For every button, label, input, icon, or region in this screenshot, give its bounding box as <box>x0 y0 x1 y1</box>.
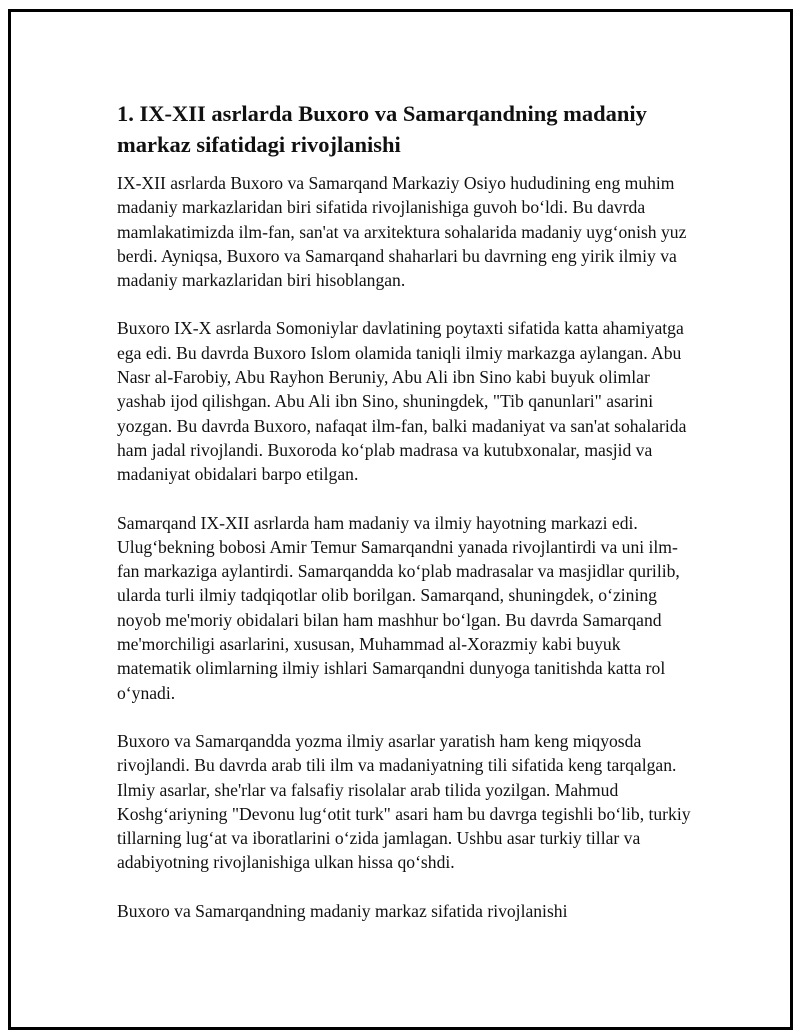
document-body <box>117 98 697 923</box>
paragraph-written-works: Buxoro va Samarqandda yozma ilmiy asarlar yaratish ham keng miqyosda rivojlandi. Bu davrda arab tili ilm va madaniyatning tili sifatida keng tarqalgan. Ilmiy asarlar, she'rlar va falsafiy risolalar arab tilida yozilgan. Mahmud Koshg‘ariyning "Devonu lug‘otit turk" asari ham bu davrga tegishli bo‘lib, turkiy tillarning lug‘at va iboratlarini o‘zida jamlagan. Ushbu asar turkiy tillar va adabiyotning rivojlanishiga ulkan hissa qo‘shdi. <box>117 730 691 873</box>
paragraph-intro: IX-XII asrlarda Buxoro va Samarqand Markaziy Osiyo hududining eng muhim madaniy markazlaridan biri sifatida rivojlanishiga guvoh bo‘ldi. Bu davrda mamlakatimizda ilm-fan, san'at va arxitektura sohalarida madaniy uyg‘onish yuz berdi. Ayniqsa, Buxoro va Samarqand shaharlari bu davrning eng yirik ilmiy va madaniy markazlaridan biri hisoblangan. <box>117 173 687 291</box>
paragraph-closing: Buxoro va Samarqandning madaniy markaz sifatida rivojlanishi <box>117 900 568 921</box>
paragraph-buxoro: Buxoro IX-X asrlarda Somoniylar davlatining poytaxti sifatida katta ahamiyatga ega edi. Bu davrda Buxoro Islom olamida taniqli ilmiy markazga aylangan. Abu Nasr al-Farobiy, Abu Rayhon Beruniy, Abu Ali ibn Sino kabi buyuk olimlar yashab ijod qilishgan. Abu Ali ibn Sino, shuningdek, "Tib qanunlari" asarini yozgan. Bu davrda Buxoro, nafaqat ilm-fan, balki madaniyat va san'at sohalarida ham jadal rivojlandi. Buxoroda ko‘plab madrasa va kutubxonalar, masjid va madaniyat obidalari barpo etilgan. <box>117 318 687 485</box>
section-heading: 1. IX-XII asrlarda Buxoro va Samarqandning madaniy markaz sifatidagi rivojlanishi <box>117 101 647 157</box>
page-border <box>8 9 793 1030</box>
paragraph-samarqand: Samarqand IX-XII asrlarda ham madaniy va ilmiy hayotning markazi edi. Ulug‘bekning bobosi Amir Temur Samarqandni yanada rivojlantirdi va uni ilm-fan markaziga aylantirdi. Samarqandda ko‘plab madrasalar va masjidlar qurilib, ularda turli ilmiy tadqiqotlar olib borilgan. Samarqand, shuningdek, o‘zining noyob me'moriy obidalari bilan ham mashhur bo‘lgan. Bu davrda Samarqand me'morchiligi asarlarini, xususan, Muhammad al-Xorazmiy kabi buyuk matematik olimlarning ilmiy ishlari Samarqandni dunyoga tanitishda katta rol o‘ynadi. <box>117 512 680 703</box>
